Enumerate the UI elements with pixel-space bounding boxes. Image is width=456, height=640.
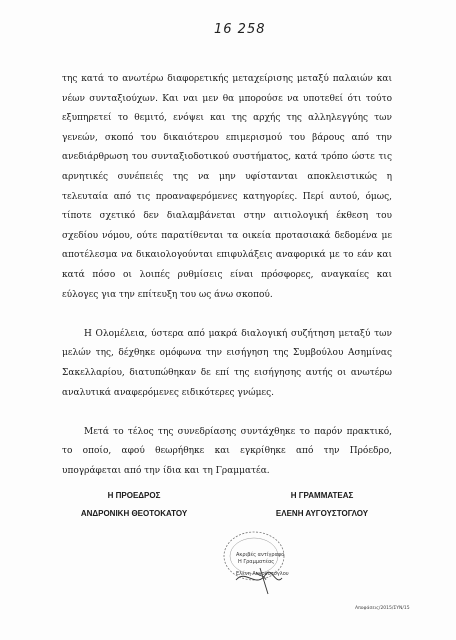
secretary-name: ΕΛΕΝΗ ΑΥΓΟΥΣΤΟΓΛΟΥ [275,509,369,518]
official-stamp [216,528,296,598]
president-title: Η ΠΡΟΕΔΡΟΣ [107,491,161,500]
document-body [62,70,392,481]
stamp-line-3: Ελένη Αυγουστόγλου [236,571,289,577]
footer-reference: Αποφάσεις/2015/ΣΥΝ/15 [355,606,410,611]
secretary-signature-block [262,487,382,523]
paragraph-1: της κατά το ανωτέρω διαφορετικής μεταχείρισης μεταξύ παλαιών και νέων συνταξιούχων. Και ναι μεν θα μπορούσε να υποτεθεί ότι τούτο εξυπηρετεί το θεμιτό, ενόψει και της αρχής της αλληλεγγύης των γενεών, σκοπό του δικαιότερου επιμερισμού του βάρους από την ανεδιάρθρωση του συνταξιοδοτικού συστήματος, κατά τρόπο ώστε τις αρνητικές συνέπειές της να μην υφίστανται αποκλειστικώς η τελευταία από τις προαναφερόμενες κατηγορίες. Περί αυτού, όμως, τίποτε σχετικό δεν διαλαμβάνεται στην αιτιολογική έκθεση του σχεδίου νόμου, ούτε παρατίθενται τα οικεία προτασιακά δεδομένα με αποτέλεσμα να δικαιολογούνται επιφυλάξεις αναφορικά με το εάν και κατά πόσο οι λοιπές ρυθμίσεις είναι πρόσφορες, αναγκαίες και εύλογες για την επίτευξη του ως άνω σκοπού. [62,74,392,300]
paragraph-2: Η Ολομέλεια, ύστερα από μακρά διαλογική συζήτηση μεταξύ των μελών της, δέχθηκε ομόφωνα την εισήγηση της Συμβούλου Ασημίνας Σακελλαρίου, διατυπώθηκαν δε επί της εισήγησης αυτής οι ανωτέρω αναλυτικά αναφερόμενες ειδικότερες γνώμες. [62,328,392,398]
secretary-title: Η ΓΡΑΜΜΑΤΕΑΣ [290,491,354,500]
president-name: ΑΝΔΡΟΝΙΚΗ ΘΕΟΤΟΚΑΤΟΥ [80,509,188,518]
page-number: 16 258 [214,22,266,37]
stamp-line-1: Ακριβές αντίγραφο [236,552,285,558]
paragraph-3: Μετά το τέλος της συνεδρίασης συντάχθηκε το παρόν πρακτικό, το οποίο, αφού θεωρήθηκε και εγκρίθηκε από την Πρόεδρο, υπογράφεται από την ίδια και τη Γραμματέα. [62,426,392,476]
president-signature-block [74,487,194,523]
stamp-line-2: Η Γραμματέας [238,559,275,565]
